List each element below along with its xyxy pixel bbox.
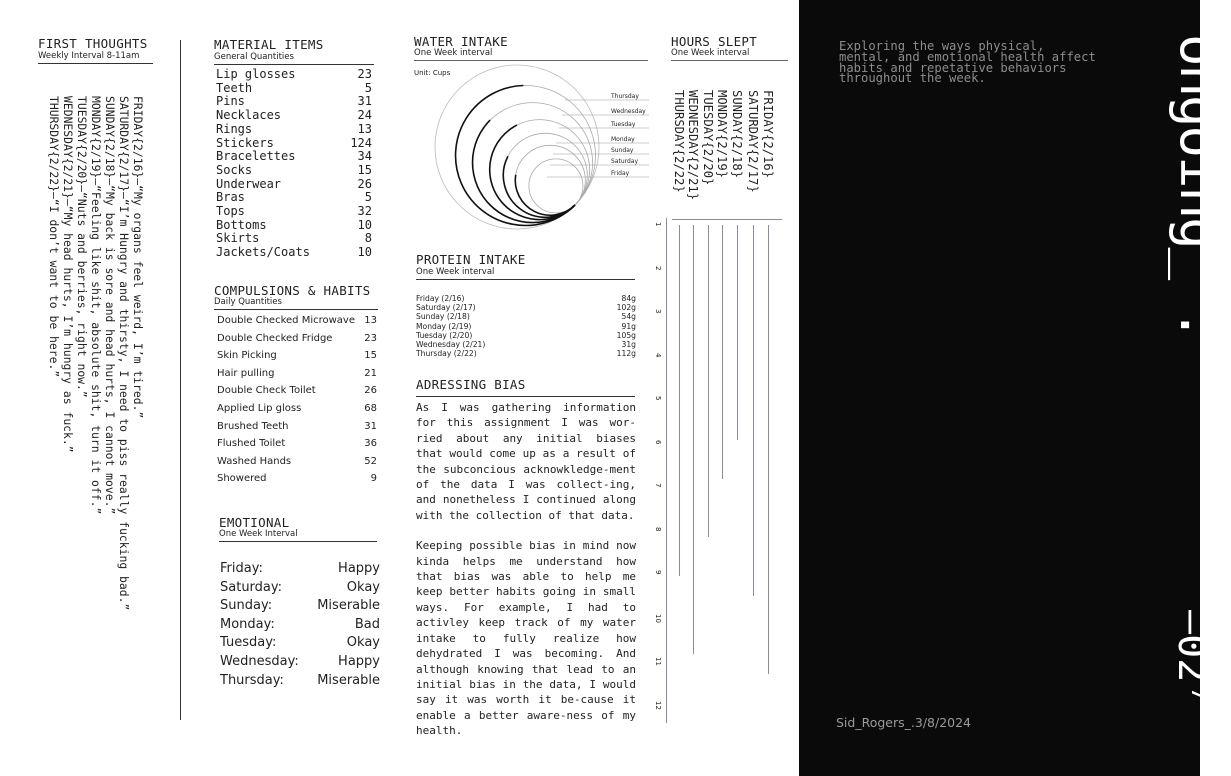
hours-tick-label: 6: [654, 439, 662, 444]
hours-day-label: SUNDAY{2/18}: [730, 90, 744, 179]
first-thought-day: TUESDAY{2/20}: [75, 96, 89, 186]
item-value: 26: [357, 176, 372, 191]
hours-bar: [768, 225, 769, 674]
hours-day-label: TUESDAY{2/20}: [701, 90, 715, 186]
item-label: Tops: [216, 204, 245, 219]
item-value: 15: [357, 162, 372, 177]
water-day-label: Sunday: [611, 147, 634, 154]
item-value: 52: [364, 455, 377, 467]
item-label: Showered: [217, 473, 267, 485]
first-thought-day: WEDNESDAY{2/21}: [61, 96, 75, 199]
item-label: Double Checked Microwave: [217, 315, 355, 326]
list-item: [216, 95, 372, 109]
item-label: Applied Lip gloss: [217, 402, 302, 414]
list-item: [416, 294, 636, 303]
bias-paragraph-1: As I was gathering information for this assignment I was wor-ried about any initial biases that would come up as a result of the subconcious acknowkledge-ment of the data I was collect-ing, and nonetheless I continued along with the collection of that data.: [416, 401, 636, 522]
item-label: Double Check Toilet: [217, 385, 316, 397]
water-intake-chart: [425, 80, 651, 240]
list-item: [217, 418, 377, 436]
list-item: [216, 246, 372, 260]
first-thought-entry: [75, 96, 88, 506]
item-label: Saturday:: [220, 579, 283, 595]
item-label: Flushed Toilet: [217, 438, 286, 450]
bias-text: [416, 400, 636, 739]
item-label: Pins: [216, 94, 245, 109]
item-label: Washed Hands: [217, 455, 292, 467]
item-label: Jackets/Coats: [216, 245, 310, 260]
item-value: 26: [364, 385, 377, 397]
item-value: Miserable: [317, 672, 380, 688]
list-item: [220, 597, 380, 616]
habits-subtitle: Daily Quantities: [214, 298, 378, 310]
hours-axis: [666, 218, 667, 723]
water-day-label: Wednesday: [611, 108, 646, 115]
list-item: [216, 68, 372, 82]
hours-tick-label: 8: [654, 526, 662, 531]
hours-title: HOURS SLEPT: [671, 34, 758, 49]
item-value: 10: [357, 245, 372, 260]
bias-paragraph-2: Keeping possible bias in mind now kinda helps me understand how that bias was able to help me keep better habits going in small ways. For example, I had to activley keep track of my water intake to fully realize how dehydrated I was becoming. And although knowing that lead to an initial bias in the data, I would say it was worth it be-cause it enable a better aware-ness of my health.: [416, 539, 636, 738]
list-item: [217, 347, 377, 365]
item-value: 36: [364, 438, 377, 450]
item-label: Bracelettes: [216, 149, 296, 164]
item-label: Socks: [216, 162, 253, 177]
item-value: Happy: [338, 653, 380, 669]
item-value: 23: [357, 67, 372, 81]
list-item: [416, 349, 636, 358]
hours-bar: [753, 225, 754, 596]
list-item: [217, 382, 377, 400]
list-item: [416, 331, 636, 340]
item-value: Miserable: [317, 598, 380, 614]
item-value: 31g: [621, 340, 636, 350]
hours-day-label: MONDAY{2/19}: [715, 90, 729, 179]
emotional-list: [220, 560, 380, 690]
water-arc: [515, 175, 575, 215]
item-label: Wednesday (2/21): [416, 340, 486, 350]
list-item: [220, 653, 380, 672]
bias-title: ADRESSING BIAS: [416, 379, 635, 397]
list-item: [220, 560, 380, 579]
item-value: 31: [364, 420, 377, 432]
water-arc: [503, 156, 575, 217]
item-value: 24: [357, 108, 372, 123]
list-item: [220, 616, 380, 635]
hours-bar: [708, 225, 709, 537]
protein-list: [416, 294, 636, 358]
item-value: 8: [364, 231, 372, 246]
hours-day-label: WEDNESDAY{2/21}: [686, 90, 700, 201]
first-thoughts-title: FIRST THOUGHTS: [38, 36, 148, 51]
hours-tick-label: 9: [654, 570, 662, 575]
first-thought-entry: [89, 96, 103, 515]
hours-bar: [722, 225, 723, 479]
hours-bar: [693, 225, 694, 654]
first-thought-quote: —“My head hurts, I’m hungry as fuck.”: [61, 198, 75, 453]
list-item: [216, 178, 372, 192]
project-description: Exploring the ways physical, mental, and emotional health affect habits and repetative behaviors throughout the week.: [839, 39, 1096, 86]
hours-tick-label: 11: [654, 657, 662, 666]
item-value: 68: [364, 402, 377, 414]
item-value: Happy: [338, 561, 380, 576]
item-label: Thursday (2/22): [416, 349, 477, 359]
hours-tick-label: 5: [654, 396, 662, 401]
first-thought-day: FRIDAY{2/16}: [131, 96, 145, 179]
item-value: 54g: [621, 312, 636, 322]
first-thought-quote: —“I’m Hungry and thirsty, I need to piss really fucking bad.”: [117, 192, 131, 611]
water-day-label: Thursday: [611, 93, 639, 100]
item-value: 34: [357, 149, 372, 164]
item-label: Hair pulling: [217, 367, 275, 379]
list-item: [220, 579, 380, 598]
cover-panel: [799, 0, 1200, 776]
hours-tick-label: 4: [654, 352, 662, 357]
list-item: [216, 219, 372, 233]
item-value: 13: [357, 121, 372, 136]
item-label: Skin Picking: [217, 350, 277, 362]
item-value: 124: [350, 135, 372, 150]
item-label: Underwear: [216, 176, 282, 191]
hours-day-label: THURSDAY{2/22}: [672, 90, 686, 193]
hours-bar: [679, 225, 680, 576]
first-thought-day: SUNDAY{2/18}: [103, 96, 117, 179]
item-label: Monday (2/19): [416, 321, 472, 331]
protein-title: PROTEIN INTAKE: [416, 252, 526, 267]
habits-title: COMPULSIONS & HABITS: [214, 283, 371, 298]
item-label: Lip glosses: [216, 67, 296, 81]
water-subtitle: One Week interval: [414, 49, 648, 61]
hours-tick-label: 7: [654, 483, 662, 488]
list-item: [216, 109, 372, 123]
list-item: [216, 191, 372, 205]
hours-baseline: [672, 219, 782, 220]
hours-tick-label: 3: [654, 309, 662, 314]
list-item: [416, 312, 636, 321]
first-thought-entry: [61, 96, 74, 506]
first-thought-entry: [117, 96, 131, 611]
protein-subtitle: One Week interval: [416, 268, 635, 280]
item-label: Sunday:: [220, 598, 273, 614]
item-value: 91g: [621, 321, 636, 331]
water-unit-label: Unit: Cups: [414, 69, 451, 77]
water-day-label: Tuesday: [611, 121, 636, 128]
item-label: Skirts: [216, 231, 260, 246]
item-value: 13: [364, 315, 377, 326]
item-label: Friday:: [220, 561, 263, 576]
list-item: [220, 634, 380, 653]
item-value: 84g: [621, 294, 636, 303]
list-item: [216, 150, 372, 164]
author-date: Sid_Rogers_.3/8/2024: [836, 715, 972, 730]
list-item: [220, 672, 380, 691]
first-thought-day: MONDAY{2/19}: [89, 96, 103, 179]
first-thought-quote: —“My back is sore and head hurts, I cannot move.”: [103, 178, 117, 515]
item-label: Thursday:: [220, 672, 284, 688]
first-thought-quote: —“Feeling like shit, absolute shit, turn it off.”: [89, 178, 103, 515]
list-item: [216, 205, 372, 219]
item-value: 21: [364, 367, 377, 379]
list-item: [216, 123, 372, 137]
hours-tick-label: 1: [654, 222, 662, 227]
list-item: [416, 322, 636, 331]
list-item: [217, 453, 377, 471]
first-thought-quote: —“My organs feel weird, I’m tired.”: [131, 178, 145, 419]
list-item: [217, 330, 377, 348]
hours-bar: [737, 225, 738, 440]
water-title: WATER INTAKE: [414, 34, 508, 49]
list-item: [217, 470, 377, 488]
list-item: [416, 340, 636, 349]
hours-day-label: FRIDAY{2/16}: [761, 90, 775, 179]
item-value: 112g: [616, 349, 636, 359]
habits-list: [217, 312, 377, 488]
first-thoughts-subtitle: Weekly Interval 8-11am: [38, 52, 153, 64]
item-label: Bras: [216, 190, 245, 205]
column-divider: [180, 40, 181, 720]
item-value: 102g: [616, 303, 636, 313]
item-label: Teeth: [216, 80, 253, 95]
item-value: Okay: [346, 635, 380, 651]
item-value: 5: [364, 190, 372, 205]
item-label: Wednesday:: [220, 653, 299, 669]
emotional-subtitle: One Week Interval: [219, 530, 377, 542]
water-day-label: Friday: [611, 170, 630, 177]
list-item: [217, 365, 377, 383]
list-item: [217, 312, 377, 330]
item-value: 10: [357, 217, 372, 232]
list-item: [216, 137, 372, 151]
first-thought-day: SATURDAY{2/17}: [117, 96, 131, 193]
material-list: [216, 68, 372, 260]
item-label: Double Checked Fridge: [217, 332, 333, 344]
first-thought-day: THURSDAY{2/22}: [47, 96, 61, 193]
list-item: [217, 400, 377, 418]
material-title: MATERIAL ITEMS: [214, 37, 324, 52]
item-value: Okay: [346, 579, 380, 595]
item-value: 9: [370, 473, 377, 485]
emotional-title: EMOTIONAL: [219, 515, 290, 530]
item-label: Monday:: [220, 616, 275, 632]
water-circle: [435, 65, 599, 229]
hours-tick-label: 10: [654, 613, 662, 623]
item-label: Tuesday (2/20): [416, 330, 473, 340]
item-label: Saturday (2/17): [416, 303, 476, 313]
list-item: [216, 164, 372, 178]
item-label: Friday (2/16): [416, 294, 465, 303]
first-thought-entry: [131, 96, 144, 506]
issue-number: —02⁷: [1169, 610, 1215, 707]
item-label: Necklaces: [216, 108, 282, 123]
item-label: Stickers: [216, 135, 274, 150]
item-value: 31: [357, 94, 372, 109]
water-day-label: Monday: [611, 136, 635, 143]
first-thought-quote: —“I don’t want to be here.”: [47, 192, 61, 378]
item-label: Bottoms: [216, 217, 267, 232]
item-label: Sunday (2/18): [416, 312, 470, 322]
water-day-label: Saturday: [611, 158, 639, 165]
item-value: Bad: [354, 616, 380, 632]
first-thought-entry: [47, 96, 60, 506]
list-item: [416, 303, 636, 312]
item-value: 23: [364, 332, 377, 344]
first-thought-quote: —“Nuts and berries, right now.”: [75, 185, 89, 398]
item-value: 32: [357, 204, 372, 219]
material-subtitle: General Quantities: [214, 53, 374, 65]
hours-day-label: SATURDAY{2/17}: [746, 90, 760, 193]
list-item: [216, 232, 372, 246]
hours-tick-label: 2: [654, 265, 662, 270]
list-item: [217, 435, 377, 453]
brand-title: ongoing_ .: [1168, 34, 1231, 340]
hours-tick-label: 12: [654, 700, 662, 710]
item-label: Rings: [216, 121, 253, 136]
item-value: 5: [364, 80, 372, 95]
item-value: 105g: [616, 330, 636, 340]
item-label: Brushed Teeth: [217, 420, 289, 432]
hours-subtitle: One Week interval: [671, 49, 788, 61]
list-item: [216, 82, 372, 96]
item-label: Tuesday:: [220, 635, 277, 651]
first-thought-entry: [103, 96, 117, 515]
item-value: 15: [364, 350, 377, 362]
